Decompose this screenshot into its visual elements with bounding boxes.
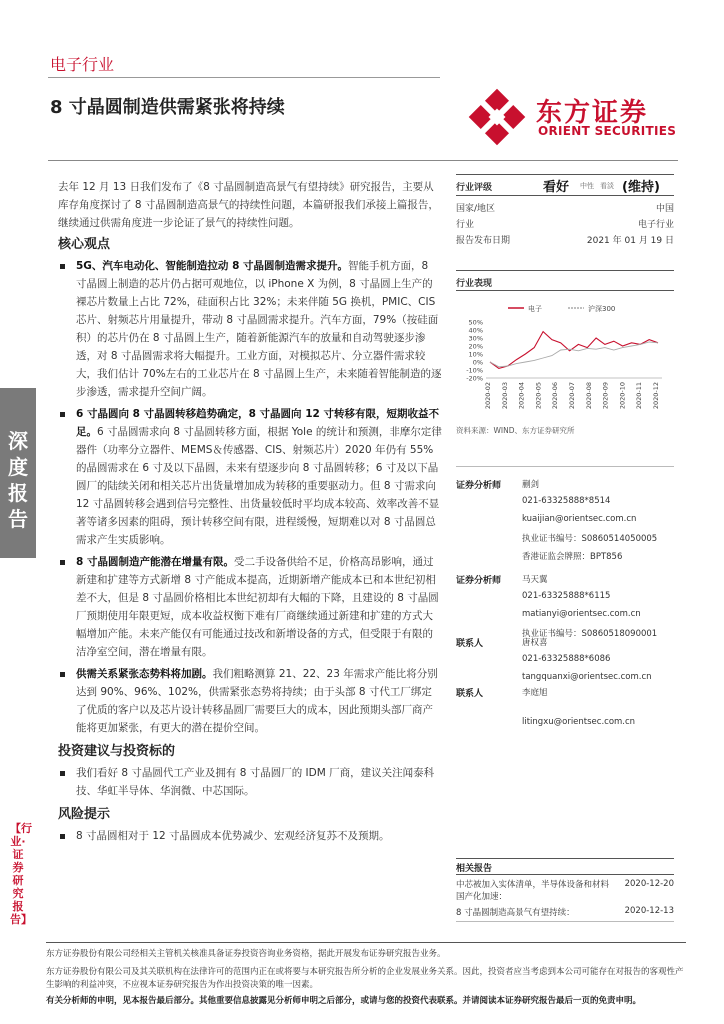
rating-keep: (维持) [622, 180, 660, 195]
perf-top-rule [456, 270, 674, 271]
analyst-role: 联系人 [456, 639, 484, 649]
info-row [456, 233, 674, 246]
analyst-role: 联系人 [456, 689, 484, 699]
chart-series [490, 332, 658, 369]
legend-label: 沪深300 [588, 305, 616, 313]
x-tick-label: 2020-08 [584, 382, 593, 410]
bullet-text: 受二手设备供给不足，价格高昂影响，通过新建和扩建等方式新增 8 寸产能成本提高，近期新增产能成本已和本世纪初相差不大，但是 8 寸晶圆价格相比本世纪初却有大幅的下降，且建设的 8 寸晶圆厂预期使用年限更短，成本收益权衡下难有厂商继续通过新建和扩建的方式大幅增加产能。未来产能仅有可能通过技改和新增设备的方式，但受限于有限的洁净室空间，潜在增量有限。 [76, 556, 439, 658]
rating-neutral: 中性 [580, 182, 594, 190]
title-divider [48, 160, 678, 161]
core-heading: 核心观点 [58, 237, 111, 252]
info-key: 国家/地区 [456, 204, 496, 214]
analyst-info: 唐权喜 [522, 638, 548, 648]
core-bullet [58, 665, 442, 737]
sector-label: 电子行业 [50, 55, 115, 74]
footer-disclaimer: 有关分析师的申明，见本报告最后部分。其他重要信息披露见分析师申明之后部分，或请与您的投资代表联系。并请阅读本证券研究报告最后一页的免责申明。 [46, 996, 642, 1006]
rating-bearish: 看淡 [600, 182, 614, 190]
series-line-csi300 [490, 342, 658, 367]
y-tick-label: 20% [468, 342, 483, 351]
bullet-lead: 5G、汽车电动化、智能制造拉动 8 寸晶圆制造需求提升。 [76, 260, 349, 272]
investment-heading: 投资建议与投资标的 [58, 744, 176, 759]
related-title[interactable]: 8 寸晶圆制造高景气有望持续： [456, 908, 575, 918]
analyst-info: 021-63325888*6086 [522, 654, 611, 664]
chart-legend [508, 304, 615, 313]
analyst-info: 021-63325888*6115 [522, 591, 611, 601]
orient-logo-icon [468, 88, 526, 146]
core-bullet [58, 553, 442, 661]
analyst-email[interactable]: kuaijian@orientsec.com.cn [522, 514, 637, 524]
bullet-text: 智能手机方面，8 寸晶圆上制造的芯片仍占据可观地位，以 iPhone X 为例，8 寸晶圆上生产的裸芯片数量上占比 72%，硅面积占比 32%；未来伴随 5G 换机，PMIC、CIS 芯片、射频芯片用量提升，带动 8 寸晶圆需求提升。汽车方面，79%（按硅面积）的芯片仍在 8 寸晶圆上生产，随着新能源汽车的放量和自动驾驶逐步渗透，对 8 寸晶圆需求将大幅提升。工业方面，对模拟芯片、分立器件需求较大，我们估计 70%左右的工业芯片在 8 寸晶圆上生产，未来随着智能制造的逐步渗透，需求提升空间广阔。 [76, 260, 442, 398]
x-tick-label: 2020-12 [652, 382, 660, 410]
analyst-email[interactable]: litingxu@orientsec.com.cn [522, 717, 636, 727]
rating-main: 看好 [543, 180, 570, 195]
rating-label: 行业评级 [456, 183, 493, 193]
core-bullet [58, 405, 442, 549]
bullet-text: 6 寸晶圆需求向 8 寸晶圆转移方面，根据 Yole 的统计和预测，非摩尔定律器件（功率分立器件、MEMS＆传感器、CIS、射频芯片）2020 年仍有 55%的晶圆需求在 6 寸及以下晶圆，未来有望逐步向 8 寸晶圆转移；6 寸及以下晶圆厂的陆续关闭和相关芯片出货量增加成为转移的重要驱动力。但 8 寸需求向 12 寸晶圆转移会遇到信号完整性、出货量较低时平均成本较高、效率改善不显著等诸多因素的阻碍，预计转移空间有限，进程缓慢，短期难以对 8 寸晶圆总需求产生实质影响。 [76, 426, 442, 546]
related-item[interactable] [456, 906, 674, 918]
y-tick-label: -10% [466, 366, 483, 375]
info-row [456, 217, 674, 230]
analyst-rule [456, 466, 674, 467]
x-tick-label: 2020-05 [534, 382, 543, 410]
info-value: 中国 [655, 204, 674, 214]
related-heading: 相关报告 [456, 864, 493, 874]
related-mid-rule [456, 874, 674, 875]
analyst-info: 021-63325888*8514 [522, 496, 611, 506]
report-category-vertical: 【行业·证券研究报告】 [10, 822, 32, 926]
info-key: 报告发布日期 [456, 236, 511, 246]
logo-text-en: ORIENT SECURITIES [538, 124, 677, 138]
legend-label: 电子 [528, 305, 542, 313]
related-top-rule [456, 858, 674, 859]
band-char: 度 [8, 455, 28, 479]
x-tick-label: 2020-03 [500, 382, 509, 410]
analyst-info: 马天翼 [522, 575, 548, 585]
y-tick-label: -20% [466, 374, 483, 383]
core-bullet [58, 257, 442, 401]
related-item[interactable] [456, 879, 674, 903]
info-row [456, 201, 674, 214]
report-type-band [0, 388, 36, 558]
x-tick-label: 2020-09 [601, 382, 610, 410]
related-bottom-rule [456, 921, 674, 922]
band-char: 报 [8, 481, 28, 505]
x-tick-label: 2020-04 [517, 382, 526, 410]
analyst-role: 证券分析师 [456, 481, 502, 491]
info-value: 电子行业 [637, 220, 674, 230]
info-key: 行业 [456, 220, 475, 230]
risk-bullet: 8 寸晶圆相对于 12 寸晶圆成本优势减少、宏观经济复苏不及预期。 [58, 827, 442, 845]
chart-source: 资料来源：WIND、东方证券研究所 [456, 426, 575, 435]
x-tick-label: 2020-02 [484, 382, 492, 410]
bullet-text: 我们粗略测算 21、22、23 年需求产能比将分别达到 90%、96%、102%，供需紧张态势将持续；由于头部 8 寸代工厂绑定了优质的客户以及芯片设计转移晶圆厂需要巨大的成本，因此预期头部厂商产能将更加紧张，有更大的潜在提价空间。 [76, 668, 438, 734]
info-value: 2021 年 01 月 19 日 [586, 236, 674, 246]
chart-axes [466, 319, 662, 410]
y-tick-label: 10% [468, 350, 483, 359]
performance-chart [456, 296, 674, 420]
risk-heading: 风险提示 [58, 807, 111, 822]
sector-divider [48, 77, 440, 78]
perf-bottom-rule [456, 290, 674, 291]
perf-heading: 行业表现 [456, 279, 493, 289]
y-tick-label: 0% [472, 358, 483, 367]
investment-bullet: 我们看好 8 寸晶圆代工产业及拥有 8 寸晶圆厂的 IDM 厂商，建议关注闻泰科技、华虹半导体、华润微、中芯国际。 [58, 764, 442, 800]
analyst-info: 执业证书编号：S0860518090001 [522, 629, 658, 639]
footer-line: 东方证券股份有限公司及其关联机构在法律许可的范围内正在或将要与本研究报告所分析的企业发展业务关系。因此，投资者应当考虑到本公司可能存在对报告的客观性产生影响的利益冲突，不应视本证券研究报告为作出投资决策的唯一因素。 [46, 967, 684, 990]
related-date: 2020-12-13 [624, 906, 674, 916]
related-date: 2020-12-20 [624, 879, 674, 889]
footer-line: 东方证券股份有限公司经相关主管机关核准具备证券投资咨询业务资格，据此开展发布证券研究报告业务。 [46, 949, 446, 959]
logo-text-cn: 东方证券 [536, 98, 649, 128]
x-tick-label: 2020-10 [618, 382, 627, 410]
report-title: 8 寸晶圆制造供需紧张将持续 [50, 97, 285, 118]
intro-paragraph: 去年 12 月 13 日我们发布了《8 寸晶圆制造高景气有望持续》研究报告，主要从库存角度探讨了 8 寸晶圆制造高景气的持续性问题，本篇研报我们承接上篇报告，继续通过供需角度进一步论证了景气的持续性问题。 [58, 181, 439, 229]
analyst-email[interactable]: tangquanxi@orientsec.com.cn [522, 672, 652, 682]
band-char: 深 [8, 429, 28, 453]
analyst-info: 李庭旭 [522, 688, 548, 698]
bullet-lead: 6 寸晶圆向 8 寸晶圆转移趋势确定，8 寸晶圆向 12 寸转移有限，短期收益不足。 [76, 408, 439, 438]
bullet-lead: 供需关系紧张态势料将加剧。 [76, 668, 213, 680]
analyst-info: 执业证书编号：S0860514050005 [522, 534, 658, 544]
bullet-lead: 8 寸晶圆制造产能潜在增量有限。 [76, 556, 234, 568]
analyst-role: 证券分析师 [456, 576, 502, 586]
y-tick-label: 40% [468, 326, 483, 335]
main-content [58, 178, 442, 845]
band-char: 告 [8, 507, 28, 531]
analyst-email[interactable]: matianyi@orientsec.com.cn [522, 609, 641, 619]
rating-bottom-rule [456, 195, 674, 196]
rating-top-rule [456, 174, 674, 175]
x-tick-label: 2020-06 [551, 382, 560, 410]
y-tick-label: 50% [468, 318, 483, 327]
analyst-info: 蒯剑 [522, 480, 540, 490]
x-tick-label: 2020-07 [568, 382, 576, 410]
x-tick-label: 2020-11 [635, 382, 644, 410]
related-title[interactable]: 中芯被加入实体清单，半导体设备和材料国产化加速： [456, 880, 610, 902]
analyst-info: 香港证监会牌照：BPT856 [522, 552, 623, 562]
y-tick-label: 30% [468, 334, 483, 343]
footer-rule [46, 942, 686, 943]
